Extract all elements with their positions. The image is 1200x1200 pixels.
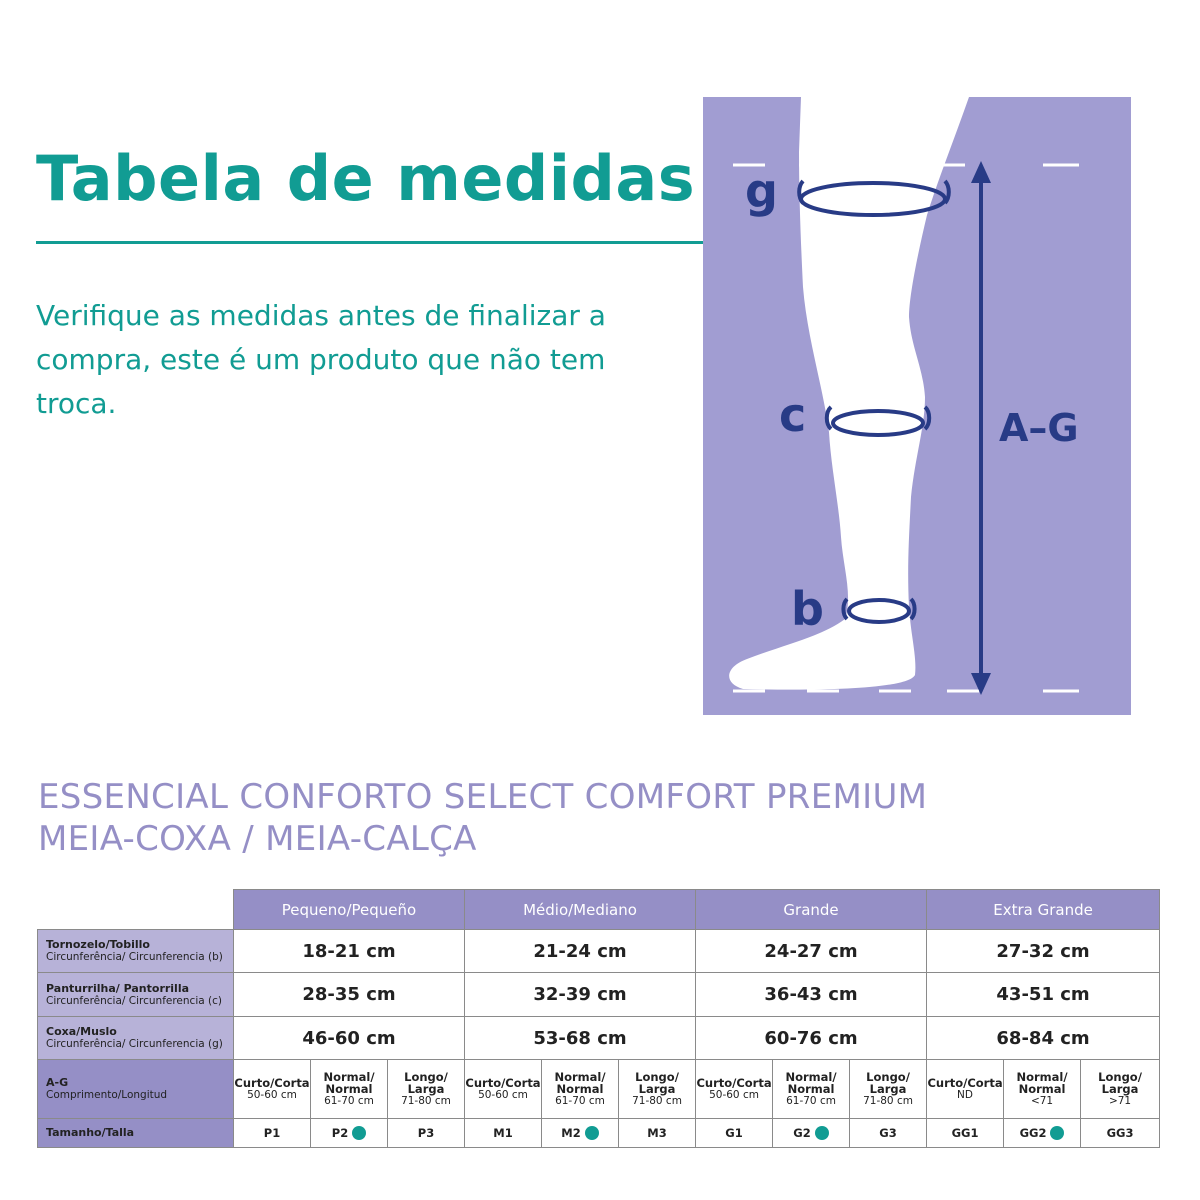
length-range: 61-70 cm bbox=[786, 1095, 836, 1107]
row-label bbox=[38, 1017, 234, 1060]
row-label-title: Coxa/Muslo bbox=[46, 1025, 117, 1038]
size-cell bbox=[619, 1119, 696, 1148]
length-name: Normal/ Normal bbox=[323, 1070, 375, 1096]
measure-cell: 36-43 cm bbox=[696, 973, 927, 1017]
table-row-size bbox=[38, 1119, 1160, 1148]
product-name-line2: MEIA-COXA / MEIA-CALÇA bbox=[38, 819, 477, 859]
length-name: Normal/ Normal bbox=[785, 1070, 837, 1096]
length-name: Normal/ Normal bbox=[554, 1070, 606, 1096]
highlight-dot-icon bbox=[815, 1126, 829, 1140]
measure-cell: 21-24 cm bbox=[465, 930, 696, 973]
size-code: M2 bbox=[561, 1126, 581, 1140]
length-range: <71 bbox=[1030, 1095, 1054, 1107]
size-code: P2 bbox=[331, 1126, 349, 1140]
measure-cell: 27-32 cm bbox=[927, 930, 1160, 973]
size-code: GG2 bbox=[1019, 1126, 1047, 1140]
row-label bbox=[38, 973, 234, 1017]
row-label-title: Panturrilha/ Pantorrilla bbox=[46, 981, 190, 995]
length-range: 71-80 cm bbox=[401, 1095, 451, 1107]
size-cell bbox=[311, 1119, 388, 1148]
table-row-panturrilha bbox=[38, 973, 1160, 1017]
length-cell bbox=[465, 1060, 542, 1119]
length-range: >71 bbox=[1108, 1095, 1132, 1107]
measure-cell: 53-68 cm bbox=[465, 1017, 696, 1060]
length-range: 71-80 cm bbox=[863, 1095, 913, 1107]
length-cell bbox=[927, 1060, 1004, 1119]
title-divider bbox=[36, 241, 703, 244]
length-range: 61-70 cm bbox=[555, 1095, 605, 1107]
size-table bbox=[37, 889, 1160, 1148]
length-cell bbox=[850, 1060, 927, 1119]
length-cell bbox=[773, 1060, 850, 1119]
size-cell bbox=[388, 1119, 465, 1148]
length-range: ND bbox=[957, 1089, 973, 1101]
size-group-header-row bbox=[38, 890, 1160, 930]
row-label-title: Tamanho/Talla bbox=[46, 1126, 135, 1139]
measure-cell: 28-35 cm bbox=[234, 973, 465, 1017]
length-cell bbox=[311, 1060, 388, 1119]
length-range: 61-70 cm bbox=[324, 1095, 374, 1107]
length-range: 50-60 cm bbox=[709, 1089, 759, 1101]
group-header-grande: Grande bbox=[696, 890, 927, 930]
size-code: M3 bbox=[647, 1126, 667, 1140]
product-name bbox=[38, 776, 927, 860]
size-code: P3 bbox=[417, 1126, 435, 1140]
row-label-title: A-G bbox=[46, 1076, 69, 1089]
page-title: Tabela de medidas bbox=[36, 142, 696, 215]
label-g: g bbox=[745, 164, 778, 218]
size-cell bbox=[1081, 1119, 1160, 1148]
length-range: 50-60 cm bbox=[478, 1089, 528, 1101]
label-c: c bbox=[779, 388, 807, 442]
row-label-sub: Circunferência/ Circunferencia (c) bbox=[46, 994, 222, 1007]
table-corner bbox=[38, 890, 234, 930]
highlight-dot-icon bbox=[352, 1126, 366, 1140]
highlight-dot-icon bbox=[1050, 1126, 1064, 1140]
length-cell bbox=[696, 1060, 773, 1119]
size-cell bbox=[234, 1119, 311, 1148]
intro-text: Verifique as medidas antes de finalizar a compra, este é um produto que não tem troca. bbox=[36, 299, 606, 420]
size-code: P1 bbox=[263, 1126, 281, 1140]
length-name: Longo/ Larga bbox=[866, 1070, 910, 1096]
size-cell bbox=[465, 1119, 542, 1148]
table-row-tornozelo bbox=[38, 930, 1160, 973]
size-code: G1 bbox=[725, 1126, 743, 1140]
length-cell bbox=[1081, 1060, 1160, 1119]
measure-cell: 46-60 cm bbox=[234, 1017, 465, 1060]
highlight-dot-icon bbox=[585, 1126, 599, 1140]
size-cell bbox=[542, 1119, 619, 1148]
group-header-pequeno: Pequeno/Pequeño bbox=[234, 890, 465, 930]
length-range: 50-60 cm bbox=[247, 1089, 297, 1101]
length-name: Longo/ Larga bbox=[635, 1070, 679, 1096]
measure-cell: 32-39 cm bbox=[465, 973, 696, 1017]
size-code: GG3 bbox=[1106, 1126, 1134, 1140]
size-code: GG1 bbox=[951, 1126, 979, 1140]
size-cell bbox=[1004, 1119, 1081, 1148]
table-row-coxa bbox=[38, 1017, 1160, 1060]
length-name: Curto/Corta bbox=[696, 1076, 772, 1090]
length-name: Longo/ Larga bbox=[404, 1070, 448, 1096]
group-header-medio: Médio/Mediano bbox=[465, 890, 696, 930]
row-label-title: Tornozelo/Tobillo bbox=[46, 938, 150, 951]
length-name: Curto/Corta bbox=[234, 1076, 310, 1090]
size-cell bbox=[773, 1119, 850, 1148]
product-name-line1: ESSENCIAL CONFORTO SELECT COMFORT PREMIUM bbox=[38, 777, 928, 817]
measure-cell: 18-21 cm bbox=[234, 930, 465, 973]
row-label-sub: Circunferência/ Circunferencia (b) bbox=[46, 951, 223, 963]
table-row-length bbox=[38, 1060, 1160, 1119]
row-label-sub: Comprimento/Longitud bbox=[46, 1089, 168, 1101]
length-range: 71-80 cm bbox=[632, 1095, 682, 1107]
length-cell bbox=[388, 1060, 465, 1119]
leg-measurement-diagram bbox=[703, 97, 1131, 715]
measure-cell: 68-84 cm bbox=[927, 1017, 1160, 1060]
length-name: Curto/Corta bbox=[927, 1076, 1003, 1090]
size-cell bbox=[927, 1119, 1004, 1148]
length-name: Longo/ Larga bbox=[1098, 1070, 1142, 1096]
length-name: Normal/ Normal bbox=[1016, 1070, 1068, 1096]
row-label bbox=[38, 1060, 234, 1119]
group-header-extra-grande: Extra Grande bbox=[927, 890, 1160, 930]
length-cell bbox=[542, 1060, 619, 1119]
size-code: G2 bbox=[793, 1126, 811, 1140]
label-b: b bbox=[791, 582, 824, 636]
size-code: G3 bbox=[879, 1126, 897, 1140]
size-cell bbox=[696, 1119, 773, 1148]
size-cell bbox=[850, 1119, 927, 1148]
row-label bbox=[38, 930, 234, 973]
size-code: M1 bbox=[493, 1126, 513, 1140]
row-label bbox=[38, 1119, 234, 1148]
measure-cell: 43-51 cm bbox=[927, 973, 1160, 1017]
length-cell bbox=[234, 1060, 311, 1119]
row-label-sub: Circunferência/ Circunferencia (g) bbox=[46, 1038, 223, 1050]
length-cell bbox=[1004, 1060, 1081, 1119]
label-length: A–G bbox=[999, 406, 1079, 450]
length-cell bbox=[619, 1060, 696, 1119]
measure-cell: 60-76 cm bbox=[696, 1017, 927, 1060]
length-name: Curto/Corta bbox=[465, 1076, 541, 1090]
measure-cell: 24-27 cm bbox=[696, 930, 927, 973]
